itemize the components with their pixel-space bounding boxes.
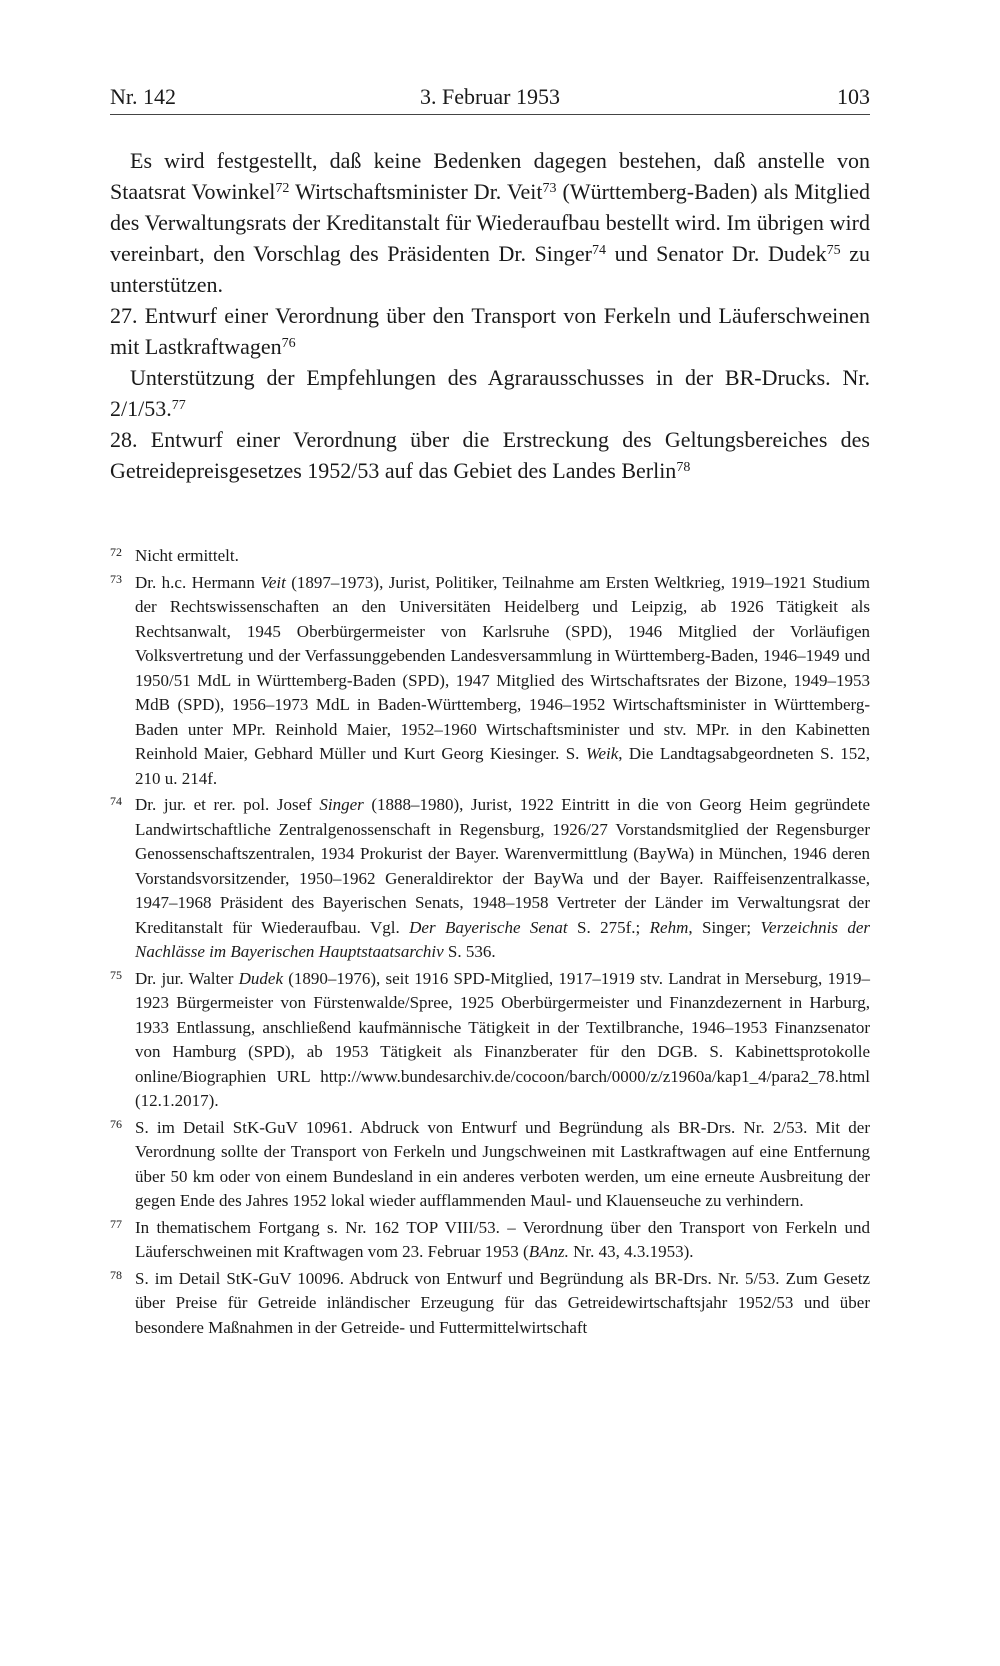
footnote-78: 78 S. im Detail StK-GuV 10096. Abdruck von Entwurf und Begründung als BR-Drs. Nr. 5/53. Zum Gesetz über Preise für Getreide inländischer Erzeugung für das Getreidewirtschaftsjahr 1952/53 und über besondere Maßnahmen in der Getreide- und Futtermittelwirtschaft <box>110 1267 870 1337</box>
footnote-77: 77 In thematischem Fortgang s. Nr. 162 TOP VIII/53. – Verordnung über den Transport von Ferkeln und Läuferschweinen mit Kraftwagen vom 23. Februar 1953 (BAnz. Nr. 43, 4.3.1953). <box>110 1216 870 1261</box>
footnote-number: 72 <box>110 545 122 559</box>
running-header <box>110 80 870 115</box>
footnote-ref-72[interactable]: 72 <box>275 181 290 196</box>
footnote-ref-74[interactable]: 74 <box>592 243 606 258</box>
footnote-ref-77[interactable]: 77 <box>171 398 186 413</box>
footnote-ref-78[interactable]: 78 <box>676 460 691 475</box>
footnote-72: 72 Nicht ermittelt. <box>110 545 239 565</box>
document-page <box>110 80 870 1340</box>
footnote-ref-75[interactable]: 75 <box>826 243 841 258</box>
footnote-number: 74 <box>110 794 122 808</box>
footnote-74: 74 Dr. jur. et rer. pol. Josef Singer (1888–1980), Jurist, 1922 Eintritt in die von Georg Heim gegründete Landwirtschaftliche Zentralgenossenschaft in Regensburg, 1926/27 Vorstandsmitglied der Regensburger Genossenschaftszentralen, 1934 Prokurist der Bayer. Warenvermittlung (BayWa) in München, 1946 deren Vorstandsvorsitzender, 1950–1962 Generaldirektor der BayWa und der Bayer. Raiffeisenzentralkasse, 1947–1968 Präsident des Bayerischen Senats, 1948–1958 Vertreter der Länder im Verwaltungsrat der Kreditanstalt für Wiederaufbau. Vgl. Der Bayerische Senat S. 275f.; Rehm, Singer; Verzeichnis der Nachlässe im Bayerischen Hauptstaatsarchiv S. 536. <box>110 794 871 961</box>
footnote-number: 73 <box>110 571 122 586</box>
agenda-item-28: 28. Entwurf einer Verordnung über die Erstreckung des Geltungsbereiches des Getreidepreisgesetzes 1952/53 auf das Gebiet des Landes Berlin$^{78}$ <box>110 427 870 483</box>
paragraph-recommendation: Unterstützung der Empfehlungen des Agrarausschusses in der BR-Drucks. Nr. 2/1/53.77 <box>110 365 870 421</box>
footnote-number: 78 <box>110 1267 122 1282</box>
agenda-item-27: 27. Entwurf einer Verordnung über den Transport von Ferkeln und Läuferschweinen mit Lastkraftwagen$^{76}$ <box>110 303 870 359</box>
footnote-ref-73[interactable]: 73 <box>542 181 557 196</box>
footnote-73: 73 Dr. h.c. Hermann Veit (1897–1973), Jurist, Politiker, Teilnahme am Ersten Weltkrieg, 1919–1921 Studium der Rechtswissenschaften an den Universitäten Heidelberg und Leipzig, ab 1926 Tätigkeit als Rechtsanwalt, 1945 Oberbürgermeister von Karlsruhe (SPD), 1946 Mitglied der Vorläufigen Volksvertretung und der Verfassunggebenden Landesversammlung in Württemberg-Baden, 1946–1949 und 1950/51 MdL in Württemberg-Baden (SPD), 1947 Mitglied des Wirtschaftsrates der Bizone, 1949–1953 MdB (SPD), 1956–1973 MdL in Baden-Württemberg, 1946–1952 Wirtschaftsminister in Württemberg-Baden unter MPr. Reinhold Maier, 1952–1960 Wirtschaftsminister und stv. MPr. in den Kabinetten Reinhold Maier, Gebhard Müller und Kurt Georg Kiesinger. S. Weik, Die Landtagsabgeordneten S. 152, 210 u. 214f. <box>110 571 870 788</box>
footnote-ref-76[interactable]: 76 <box>281 336 296 351</box>
page-number: 103 <box>837 84 870 109</box>
footnote-76: 76 S. im Detail StK-GuV 10961. Abdruck von Entwurf und Begründung als BR-Drs. Nr. 2/53. Mit der Verordnung sollte der Transport von Ferkeln und Jungschweinen mit Lastkraftwagen auf eine Entfernung über 50 km oder von einem Bundesland in ein anderes verboten werden, um eine erneute Ausbreitung der gegen Ende des Jahres 1952 lokal wieder aufflammenden Maul- und Klauenseuche zu verhindern. <box>110 1116 870 1210</box>
main-text <box>110 145 870 486</box>
footnote-number: 77 <box>110 1216 122 1231</box>
paragraph-decision: Es wird festgestellt, daß keine Bedenken dagegen bestehen, daß anstelle von Staatsrat Vowinkel$^{72}$ Wirtschaftsminister Dr. Veit$^{73}$ (Württemberg-Baden) als Mitglied des Verwaltungsrats der Kreditanstalt für Wiederaufbau bestellt wird. Im übrigen wird vereinbart, den Vorschlag des Präsidenten Dr. Singer$^{74}$ und Senator Dr. Dudek$^{75}$ zu unterstützen. <box>110 148 871 297</box>
footnotes <box>110 544 870 1340</box>
document-number: Nr. 142 <box>110 84 176 109</box>
footnote-75: 75 Dr. jur. Walter Dudek (1890–1976), seit 1916 SPD-Mitglied, 1917–1919 stv. Landrat in Merseburg, 1919–1923 Bürgermeister von Fürstenwalde/Spree, 1925 Oberbürgermeister und Finanzdezernent in Harburg, 1933 Entlassung, anschließend kaufmännische Tätigkeit in der Textilbranche, 1946–1953 Finanzsenator von Hamburg (SPD), ab 1953 Tätigkeit als Finanzberater für den DGB. S. Kabinettsprotokolle online/Biographien URL http://www.bundesarchiv.de/cocoon/barch/0000/z/z1960a/kap1_4/para2_78.html (12.1.2017). <box>110 967 870 1110</box>
footnote-number: 75 <box>110 967 122 982</box>
session-date: 3. Februar 1953 <box>420 84 560 109</box>
footnote-number: 76 <box>110 1116 122 1131</box>
